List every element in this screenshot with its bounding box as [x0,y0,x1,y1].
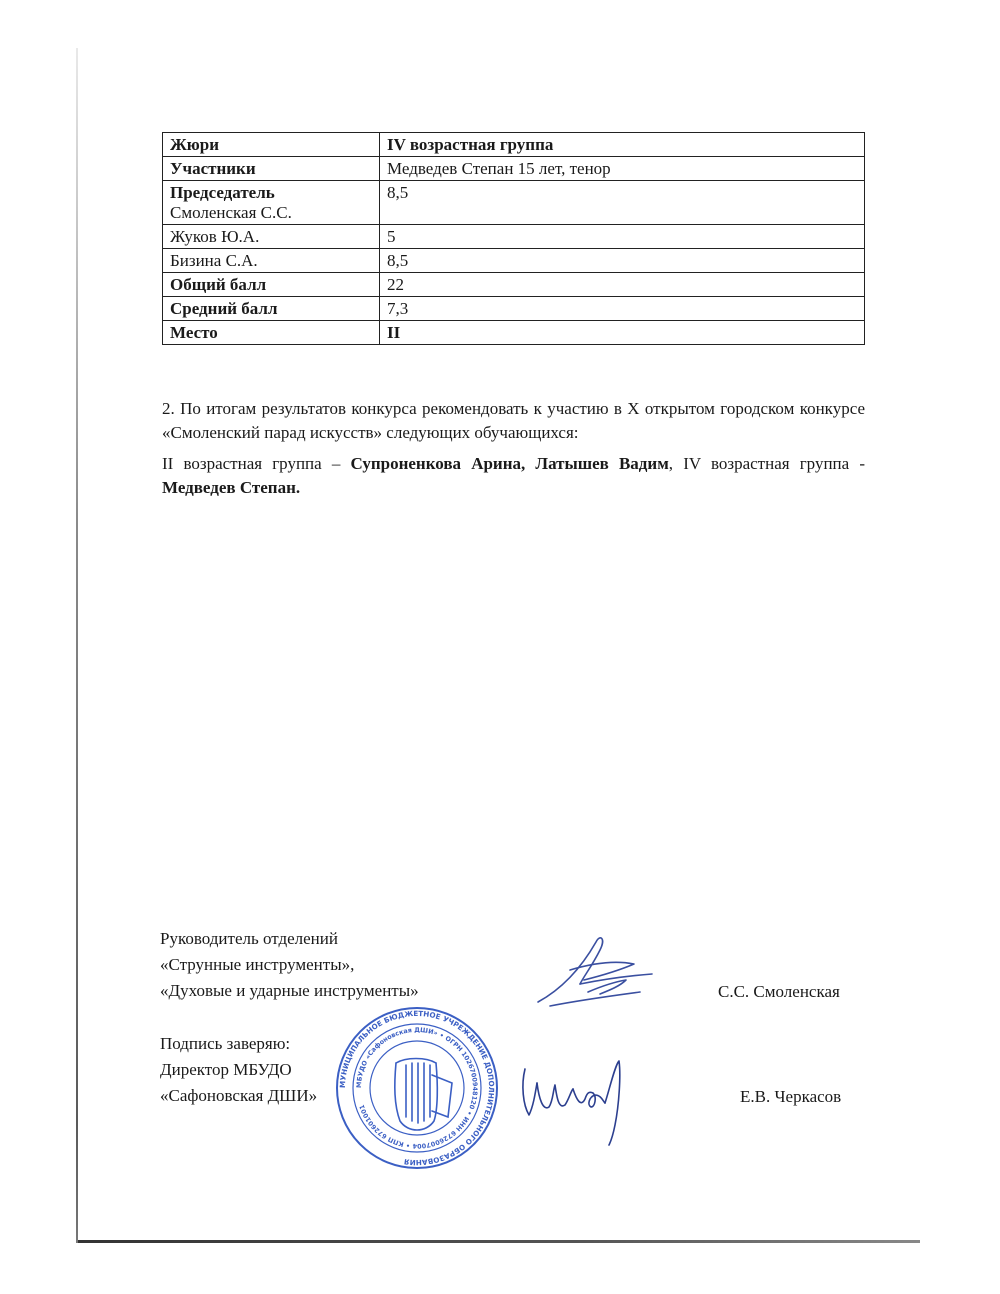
position-line-2: «Струнные инструменты», [160,955,355,974]
row-label: Жюри [163,133,380,157]
row-label: Председатель [170,183,275,202]
row-label-cell [163,181,380,225]
row-label: Бизина С.А. [163,249,380,273]
signatory-name-smolenskaya: С.С. Смоленская [718,982,840,1001]
row-label: Средний балл [163,297,380,321]
table-row [163,181,865,225]
row-label: Место [163,321,380,345]
director-position: Директор МБУДО [160,1060,292,1079]
table-row [163,249,865,273]
row-value: 5 [380,225,865,249]
row-value: 22 [380,273,865,297]
row-label: Общий балл [163,273,380,297]
table-row [163,225,865,249]
svg-text:МБУДО «Сафоновская ДШИ» • ОГРН [355,1026,479,1150]
table-row [163,157,865,181]
school-name: «Сафоновская ДШИ» [160,1086,318,1105]
row-label-extra: Смоленская С.С. [170,203,292,222]
table-row [163,133,865,157]
official-stamp-icon [334,1005,500,1171]
position-line-3: «Духовые и ударные инструменты» [160,981,419,1000]
students-group-iv: Медведев Степан. [162,478,301,497]
row-value: IV возрастная группа [380,133,865,157]
stamp-outer-text: МУНИЦИПАЛЬНОЕ БЮДЖЕТНОЕ УЧРЕЖДЕНИЕ ДОПОЛНИТЕЛЬНОГО ОБРАЗОВАНИЯ [337,1008,497,1168]
head-of-departments-block [160,926,419,1004]
table-row [163,273,865,297]
row-value: 7,3 [380,297,865,321]
row-label: Участники [163,157,380,181]
director-signature-icon [515,1055,635,1150]
handwritten-signature-icon [530,930,670,1010]
signatory-name-cherkasov: Е.В. Черкасов [740,1087,842,1106]
table-row [163,297,865,321]
row-value: II [380,321,865,345]
age-group-iv-text: , IV возрастная группа - [668,454,865,473]
row-value: 8,5 [380,249,865,273]
results-table-body [163,133,865,345]
row-value: 8,5 [380,181,865,225]
position-line-1: Руководитель отделений [160,929,338,948]
recommended-students-paragraph [162,452,865,500]
scan-edge-bottom [78,1240,920,1243]
table-row [163,321,865,345]
results-table [162,132,865,345]
row-label: Жуков Ю.А. [163,225,380,249]
certify-line: Подпись заверяю: [160,1034,291,1053]
certification-block [160,1031,317,1109]
row-value: Медведев Степан 15 лет, тенор [380,157,865,181]
stamp-inner-text: МБУДО «Сафоновская ДШИ» • ОГРН 1026700948120 • ИНН 6726007004 • КПП 672601001 [354,1025,480,1151]
recommendation-paragraph: 2. По итогам результатов конкурса рекомендовать к участию в Х открытом городском конкурсе «Смоленский парад искусств» следующих обучающихся: [162,399,865,442]
students-group-ii: Супроненкова Арина, Латышев Вадим [350,454,669,473]
scan-edge-left [76,48,78,1243]
age-group-ii-text: II возрастная группа – [162,454,351,473]
